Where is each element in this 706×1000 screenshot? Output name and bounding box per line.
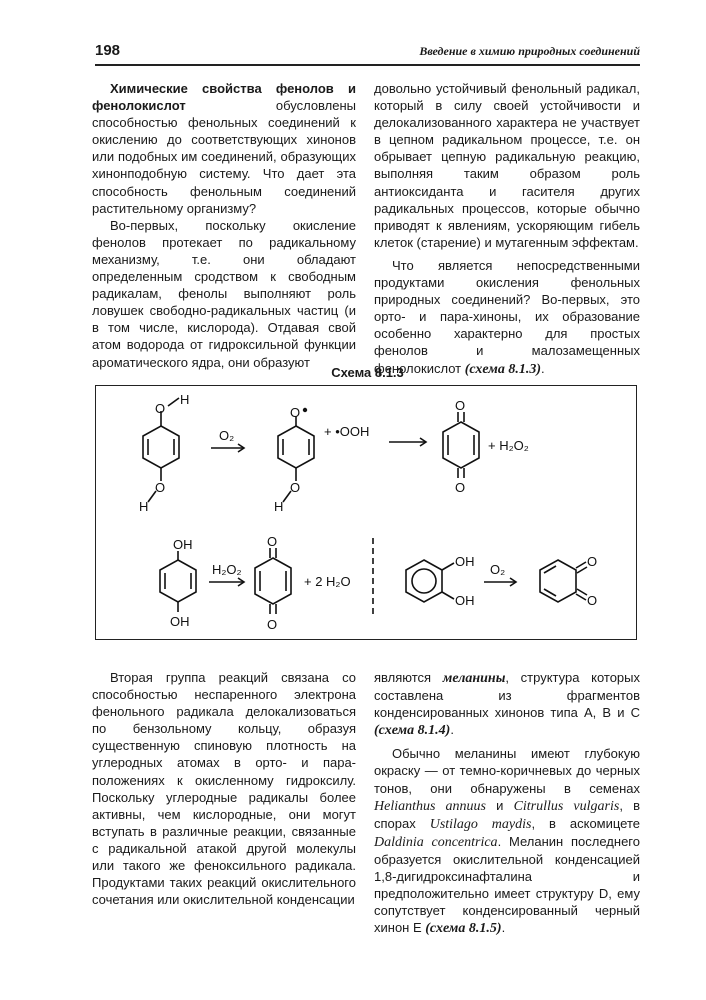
scheme-title: Схема 8.1.3 (331, 365, 404, 380)
atom-label-o: O (267, 617, 278, 632)
atom-label-o: O (290, 480, 301, 495)
reaction-arrow (211, 444, 244, 452)
species-name: Daldinia concentrica (374, 834, 498, 850)
paragraph-text: . Меланин последнего образуется окислительной конденсацией 1,8-дигидроксинафталина и предположительно имеет структуру D, ему сопутствует конденсированный черный хинон Е (374, 833, 640, 936)
atom-label-o: O (155, 480, 166, 495)
scheme-reference: (схема 8.1.5) (425, 921, 502, 937)
paragraph-text: , в аскомицете (531, 815, 641, 831)
paragraph (374, 745, 640, 937)
paragraph (374, 669, 640, 739)
column-top-left (92, 80, 356, 371)
column-top-right (374, 80, 640, 378)
page-header (95, 40, 640, 66)
reaction-scheme-drawing (96, 386, 636, 639)
o-benzoquinone-ring (540, 560, 587, 602)
paragraph: Вторая группа реакций связана со способностью неспаренного электрона фенольного радикала делокализоваться по бензольному кольцу, образуя существенную спиновую плотность на углеродных атомах в орто- и пара-положениях к окисленному гидроксилу. Поскольку углеродные радикалы более активны, чем кислородные, они могут вступать в различные реакции, связанные с радикальной атакой другой молекулы или такого же феноксильного радикала. Продуктами таких реакций окислительного сочетания или окислительной конденсации (92, 670, 356, 908)
scheme-reference: (схема 8.1.4) (374, 723, 451, 739)
product-2h2o: + 2 H₂O (304, 574, 351, 589)
p-benzoquinone-ring (443, 412, 479, 478)
paragraph-text: , структура которых составлена из фрагментов конденсированных хинонов типа А, В и С (374, 670, 640, 721)
reagent-o2: O₂ (490, 562, 506, 577)
reaction-scheme (95, 385, 637, 640)
paragraph-text: и (485, 797, 514, 813)
paragraph-text: Что является непосредственными продуктами окисления фенольных природных соединений? Во-первых, это орто- и пара-хиноны, их образование особенно характерно для простых фенолов и малозамещенных фенолокислот (374, 257, 640, 376)
catechol-ring (406, 560, 454, 602)
reagent-h2o2: H₂O₂ (212, 562, 242, 577)
atom-label-h: H (274, 499, 284, 514)
column-bottom-left (92, 669, 356, 908)
paragraph-text: Обычно меланины имеют глубокую окраску — от темно-коричневых до черных тонов, они обнаружены в семенах (374, 746, 640, 796)
atom-label-o: O (155, 401, 166, 416)
atom-label-o: O (290, 405, 301, 420)
punctuation: . (450, 722, 454, 738)
atom-label-oh: OH (170, 614, 190, 629)
atom-label-h: H (180, 392, 190, 407)
paragraph-text: являются (374, 670, 443, 685)
atom-label-h: H (139, 499, 149, 514)
paragraph-text: , в спорах (374, 797, 640, 831)
product-h2o2: + H₂O₂ (488, 438, 529, 453)
reaction-arrow (209, 578, 244, 586)
term-melanins: меланины (442, 671, 506, 686)
section-heading: Химические свойства фенолов и фенолокислот (92, 81, 356, 114)
hydroquinone-ring-2 (160, 551, 196, 612)
atom-label-o: O (267, 534, 278, 549)
p-benzoquinone-ring-2 (255, 548, 291, 614)
paragraph: довольно устойчивый фенольный радикал, который в силу своей устойчивости и делокализованного характера не участвует в цепном радикальном процессе, т.е. он обрывает цепную радикальную реакцию, выполняя таким образом роль антиоксиданта и гасителя других радикальных процессов, которые обычно приводят к явлениям, ускоряющим гибель клеток (старение) и мутагенным эффектам. (374, 81, 640, 250)
product-ooh: + •OOH (324, 424, 370, 439)
species-name: Citrullus vulgaris (513, 798, 620, 814)
reaction-arrow (389, 438, 426, 446)
atom-label-oh: OH (455, 554, 475, 569)
paragraph: Во-первых, поскольку окисление фенолов протекает по радикальному механизму, т.е. они обладают определенным сродством к свободным радикалам, фенолы выполняют роль ловушек свободно-радикальных частиц (и в том числе, кислорода). Отдавая свой атом водорода от гидроксильной функции ароматического ядра, они образуют (92, 217, 356, 370)
atom-label-o: O (587, 554, 598, 569)
atom-label-oh: OH (173, 537, 193, 552)
column-bottom-right (374, 669, 640, 937)
page-number: 198 (95, 42, 121, 59)
reagent-o2: O₂ (219, 428, 235, 443)
punctuation: . (501, 920, 506, 936)
atom-label-o: O (455, 398, 466, 413)
species-name: Ustilago maydis (429, 816, 532, 832)
paragraph (92, 80, 356, 217)
running-title: Введение в химию природных соединений (419, 44, 640, 58)
scheme-reference: (схема 8.1.3) (464, 361, 542, 377)
paragraph (374, 257, 640, 378)
reaction-arrow (484, 578, 516, 586)
atom-label-o: O (587, 593, 598, 608)
atom-label-o: O (455, 480, 466, 495)
punctuation: . (541, 360, 545, 376)
radical-dot (303, 408, 307, 412)
species-name: Helianthus annuus (374, 798, 486, 814)
atom-label-oh: OH (455, 593, 475, 608)
paragraph-text: обусловлены способностью фенольных соединений к окислению до соответствующих хинонов или подобных им соединений, образующих хинонподобную систему. Что дает эта способность фенольным соединений растительному организму? (92, 98, 356, 216)
